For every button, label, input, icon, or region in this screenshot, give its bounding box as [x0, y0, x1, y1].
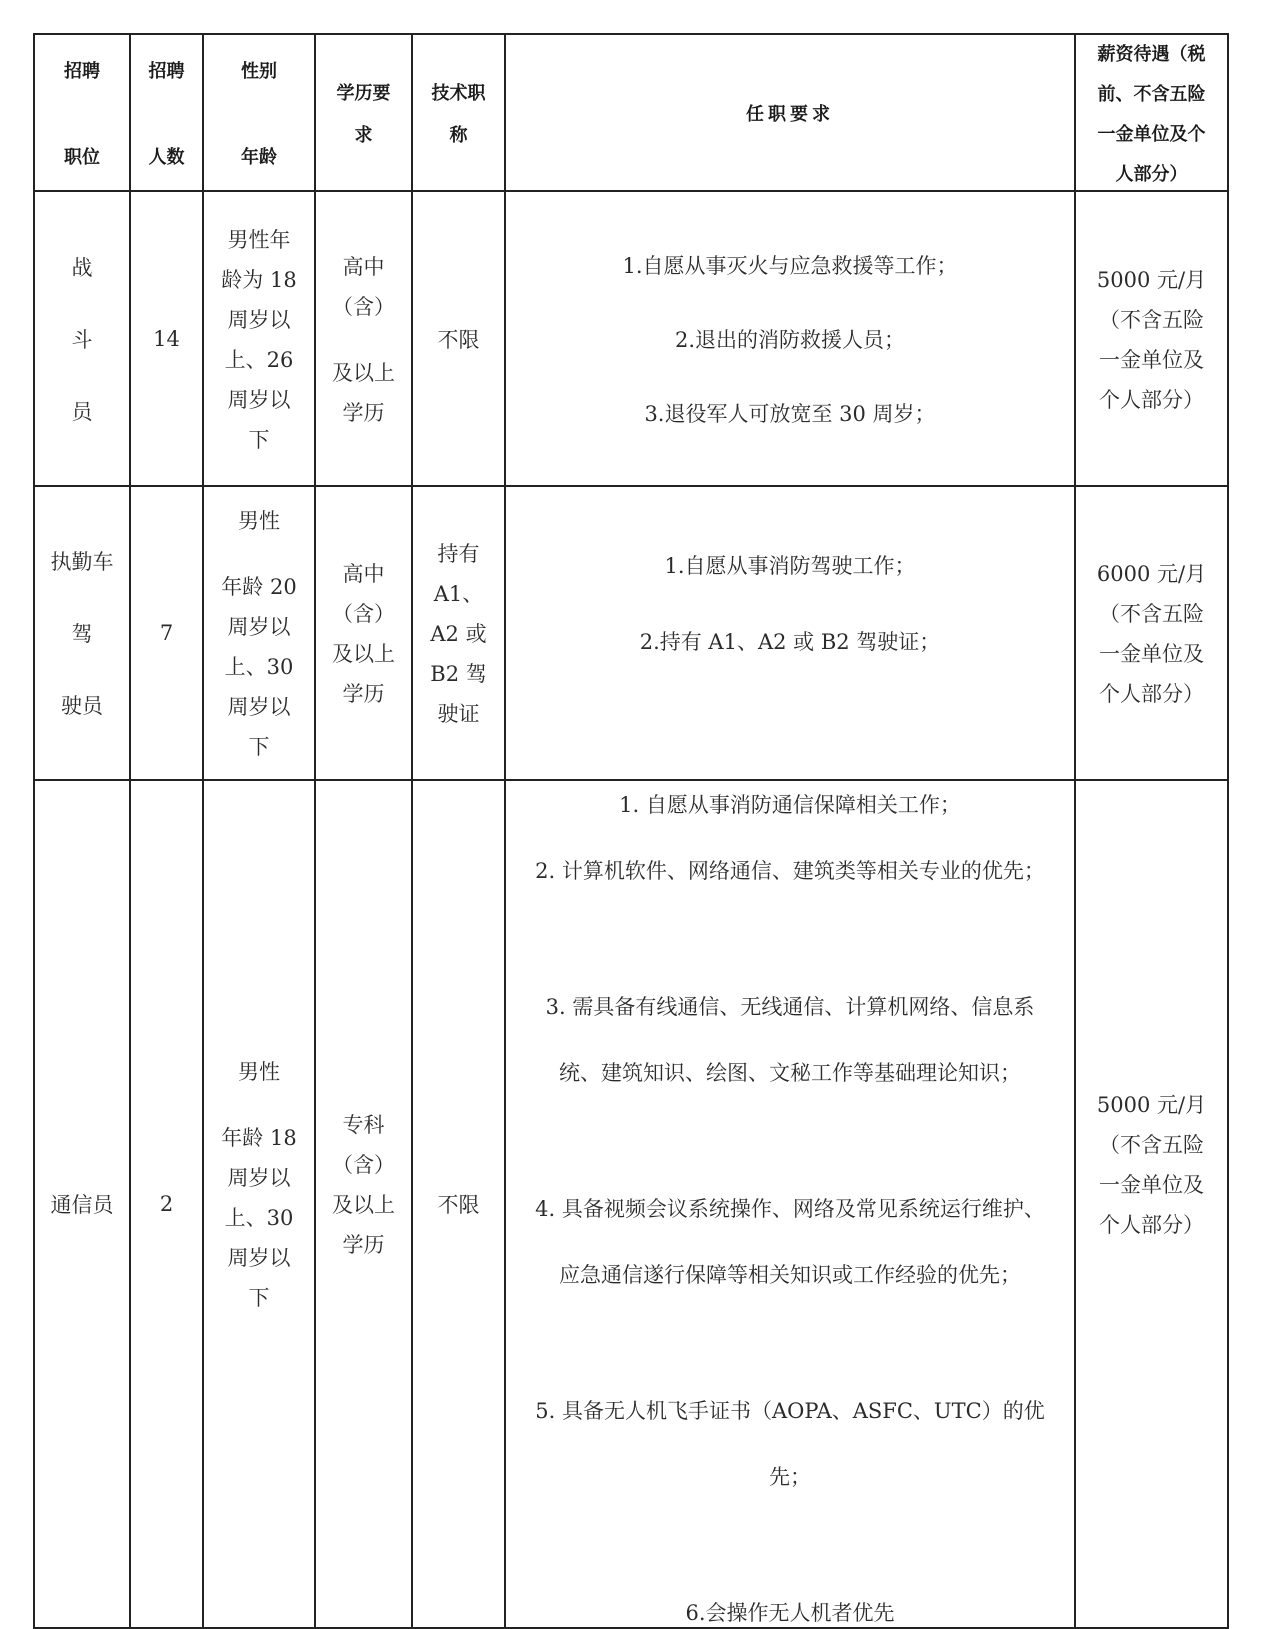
cell-position: 通信员: [34, 780, 130, 1628]
recruitment-table: [33, 33, 1229, 1629]
cell-tech-title: 不限: [412, 191, 505, 486]
cell-gender-age: 男性年 龄为 18 周岁以 上、26 周岁以 下: [203, 191, 315, 486]
cell-count: 14: [130, 191, 203, 486]
cell-count: 2: [130, 780, 203, 1628]
header-row: [34, 34, 1228, 191]
cell-requirements: 1. 自愿从事消防通信保障相关工作； 2. 计算机软件、网络通信、建筑类等相关专业的优先； 3. 需具备有线通信、无线通信、计算机网络、信息系 统、建筑知识、绘图、文秘工作等基础理论知识； 4. 具备视频会议系统操作、网络及常见系统运行维护、 应急通信遂行保障等相关知识或工作经验的优先； 5. 具备无人机飞手证书（AOPA、ASFC、UTC）的优 先； 6.会操作无人机者优先: [505, 780, 1075, 1628]
cell-position: 战 斗 员: [34, 191, 130, 486]
cell-requirements: 1.自愿从事消防驾驶工作； 2.持有 A1、A2 或 B2 驾驶证；: [505, 486, 1075, 780]
cell-position: 执勤车 驾 驶员: [34, 486, 130, 780]
cell-requirements: 1.自愿从事灭火与应急救援等工作； 2.退出的消防救援人员； 3.退役军人可放宽至 30 周岁；: [505, 191, 1075, 486]
table-row: [34, 780, 1228, 1628]
cell-gender-age: 男性 年龄 20 周岁以 上、30 周岁以 下: [203, 486, 315, 780]
cell-count: 7: [130, 486, 203, 780]
cell-education: 高中 （含） 及以上 学历: [315, 486, 412, 780]
table-row: [34, 191, 1228, 486]
header-requirements: 任职要求: [505, 34, 1075, 191]
cell-education: 专科 （含） 及以上 学历: [315, 780, 412, 1628]
header-gender-age: 性别 年龄: [203, 34, 315, 191]
cell-salary: 5000 元/月 （不含五险 一金单位及 个人部分）: [1075, 191, 1228, 486]
cell-tech-title: 持有 A1、 A2 或 B2 驾 驶证: [412, 486, 505, 780]
header-position: 招聘 职位: [34, 34, 130, 191]
cell-tech-title: 不限: [412, 780, 505, 1628]
header-salary: 薪资待遇（税 前、不含五险 一金单位及个 人部分）: [1075, 34, 1228, 191]
cell-salary: 6000 元/月 （不含五险 一金单位及 个人部分）: [1075, 486, 1228, 780]
header-tech-title: 技术职 称: [412, 34, 505, 191]
table-row: [34, 486, 1228, 780]
header-education: 学历要 求: [315, 34, 412, 191]
cell-education: 高中 （含） 及以上 学历: [315, 191, 412, 486]
header-count: 招聘 人数: [130, 34, 203, 191]
cell-salary: 5000 元/月 （不含五险 一金单位及 个人部分）: [1075, 780, 1228, 1628]
cell-gender-age: 男性 年龄 18 周岁以 上、30 周岁以 下: [203, 780, 315, 1628]
